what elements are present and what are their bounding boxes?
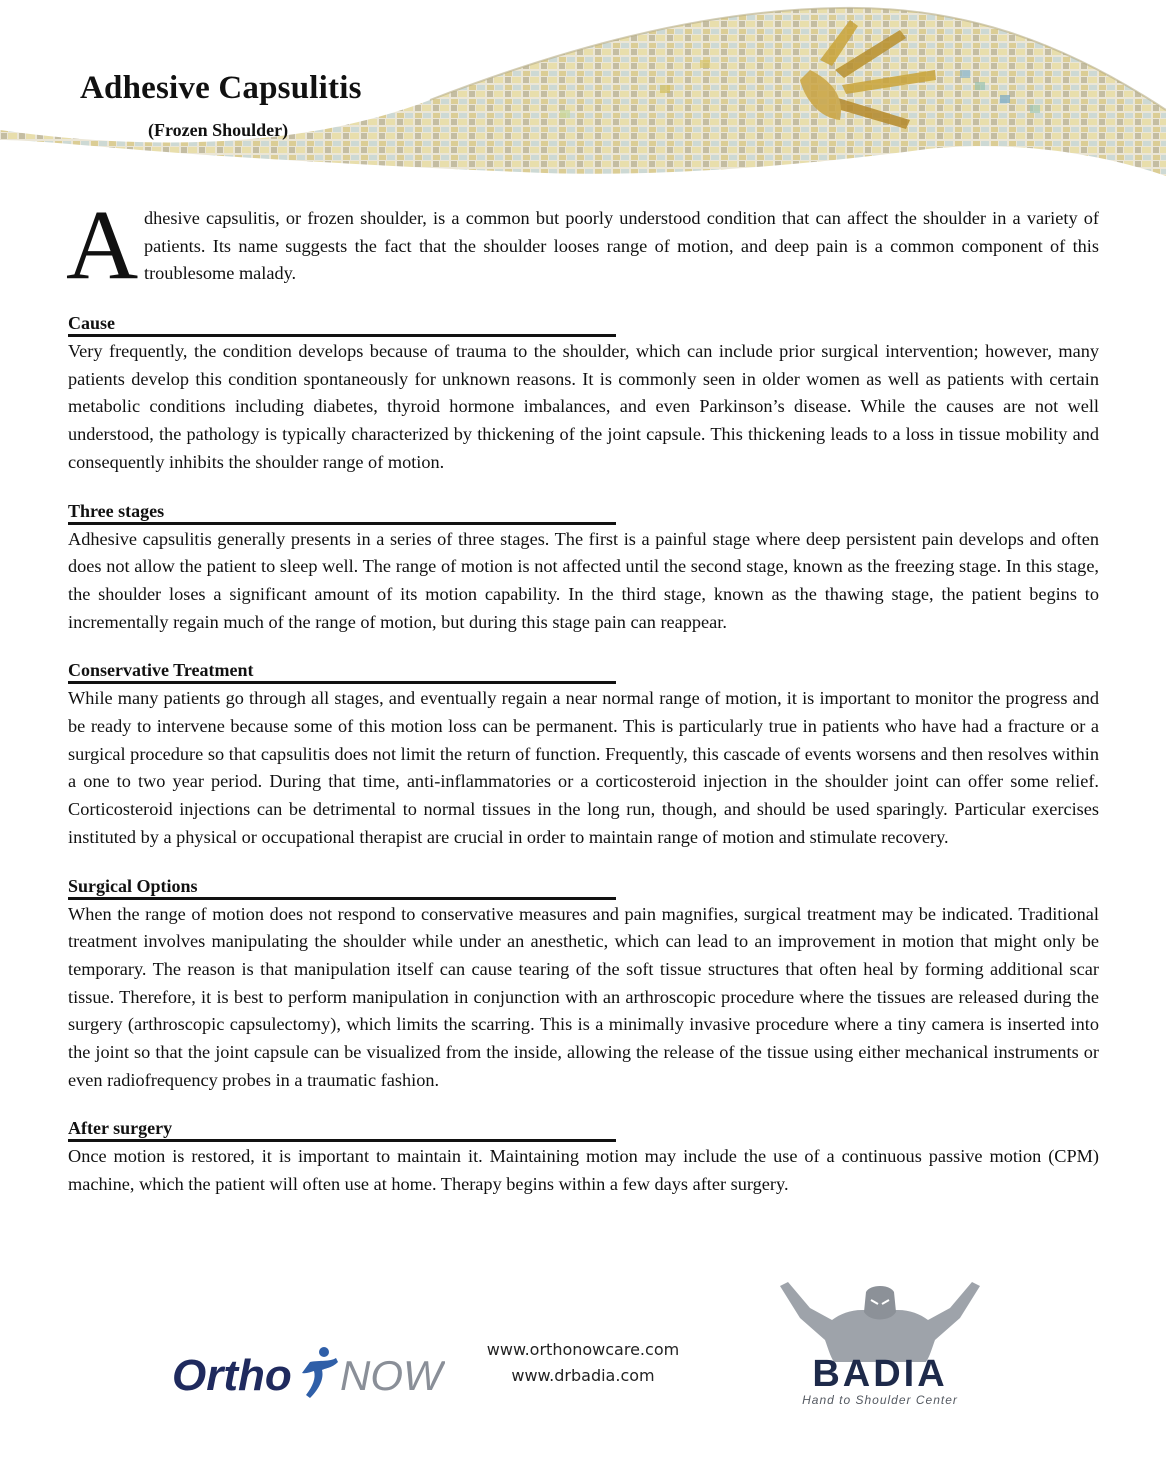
section-text: When the range of motion does not respond to conservative measures and pain magnifies, surgical treatment may be indicated. Traditional treatment involves manipulating the shoulder while under an anesthetic, which can lead to an improvement in motion that might only be temporary. The reason is that manipulation itself can cause tearing of the soft tissue structures that often heal by forming additional scar tissue. Therefore, it is best to perform manipulation in conjunction with an arthroscopic procedure where the tissues are released during the surgery (arthroscopic capsulectomy), which limits the scarring. This is a minimally invasive procedure where a tiny camera is inserted into the joint so that the joint capsule can be visualized from the inside, allowing the release of the tissue using either mechanical instruments or even radiofrequency probes in a traumatic fashion.	[68, 903, 1099, 1090]
footer-links	[470, 1337, 696, 1389]
intro-paragraph	[66, 189, 1099, 300]
section-text: Very frequently, the condition develops because of trauma to the shoulder, which can include prior surgical intervention; however, many patients develop this condition spontaneously for unknown reasons. It is commonly seen in older women as well as patients with certain metabolic conditions including diabetes, thyroid hormone imbalances, and even Parkinson’s disease. While the causes are not well understood, the pathology is typically characterized by thickening of the joint capsule. This thickening leads to a loss in tissue mobility and consequently inhibits the shoulder range of motion.	[68, 341, 1099, 472]
orthonow-logo-ortho: Ortho	[172, 1351, 292, 1400]
badia-logo	[770, 1278, 990, 1408]
link-drbadia[interactable]: www.drbadia.com	[511, 1366, 655, 1385]
section-three-stages	[68, 502, 1099, 637]
section-heading: Three stages	[68, 502, 616, 525]
section-text: While many patients go through all stages, and eventually regain a near normal range of motion, it is important to monitor the progress and be ready to intervene because some of this motion loss can be permanent. This is particularly true in patients who have had a fracture or a surgical procedure so that capsulitis does not limit the return of function. Frequently, this cascade of events worsens and then resolves within a one to two year period. During that time, anti-inflammatories or a corticosteroid injection in the shoulder joint can offer some relief. Corticosteroid injections can be detrimental to normal tissues in the long run, though, and should be used sparingly. Particular exercises instituted by a physical or occupational therapist are crucial in order to maintain range of motion and stimulate recovery.	[68, 688, 1099, 847]
orthonow-logo-now: NOW	[340, 1352, 443, 1399]
section-after-surgery	[68, 1119, 1099, 1198]
section-conservative-treatment	[68, 661, 1099, 851]
section-heading: Conservative Treatment	[68, 661, 616, 684]
badia-logo-name: BADIA	[812, 1353, 948, 1395]
badia-logo-tagline: Hand to Shoulder Center	[802, 1393, 958, 1407]
page-subtitle: (Frozen Shoulder)	[148, 120, 289, 140]
page-title: Adhesive Capsulitis	[80, 70, 362, 106]
section-heading: Cause	[68, 314, 616, 337]
article-body	[66, 189, 1099, 1199]
section-heading: After surgery	[68, 1119, 616, 1142]
section-text: Once motion is restored, it is important to maintain it. Maintaining motion may include the use of a continuous passive motion (CPM) machine, which the patient will often use at home. Therapy begins within a few days after surgery.	[68, 1146, 1099, 1195]
intro-text: dhesive capsulitis, or frozen shoulder, is a common but poorly understood condition that can affect the shoulder in a variety of patients. Its name suggests the fact that the shoulder looses range of motion, and deep pain is a common component of this troublesome malady.	[144, 208, 1099, 284]
link-orthonowcare[interactable]: www.orthonowcare.com	[486, 1340, 680, 1359]
running-figure-icon	[302, 1347, 338, 1398]
section-cause	[68, 314, 1099, 477]
section-surgical-options	[68, 877, 1099, 1095]
orthonow-logo	[170, 1340, 445, 1406]
drop-cap: A	[66, 189, 139, 300]
section-heading: Surgical Options	[68, 877, 616, 900]
raised-arms-figure-icon	[780, 1282, 980, 1362]
section-text: Adhesive capsulitis generally presents in a series of three stages. The first is a painful stage where deep persistent pain develops and often does not allow the patient to sleep well. The range of motion is not affected until the second stage, known as the freezing stage. In this stage, the shoulder loses a significant amount of its motion capability. In the third stage, known as the thawing stage, the patient begins to incrementally regain much of the range of motion, but during this stage pain can reappear.	[68, 528, 1099, 632]
